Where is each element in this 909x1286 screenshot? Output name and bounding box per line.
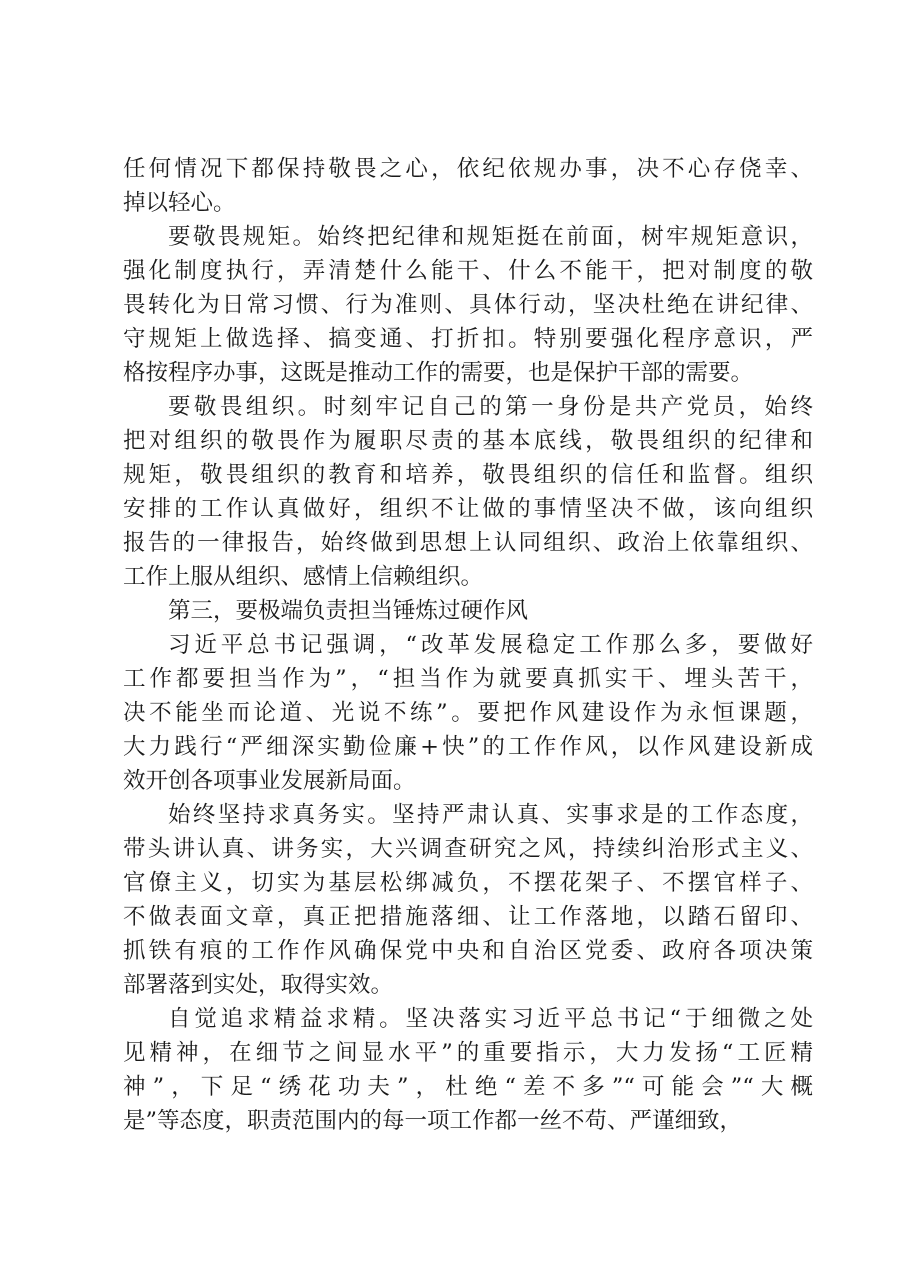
text-line: 要敬畏组织。时刻牢记自己的第一身份是共产党员，始终: [168, 394, 813, 420]
text-line: 工作都要担当作为”，“担当作为就要真抓实干、埋头苦干，: [123, 666, 813, 692]
text-line: 部署落到实处，取得实效。: [123, 972, 394, 998]
text-line: 强化制度执行，弄清楚什么能干、什么不能干，把对制度的敬: [123, 258, 813, 284]
section-heading: [123, 594, 813, 628]
text-line: 第三，要极端负责担当锤炼过硬作风: [168, 598, 529, 624]
text-line: 神”，下足“绣花功夫”，杜绝“差不多”“可能会”“大概: [123, 1074, 813, 1100]
text-line: 不做表面文章，真正把措施落细、让工作落地，以踏石留印、: [123, 904, 813, 930]
text-line: 畏转化为日常习惯、行为准则、具体行动，坚决杜绝在讲纪律、: [123, 292, 813, 318]
text-line: 掉以轻心。: [123, 190, 236, 216]
text-line: 见精神，在细节之间显水平”的重要指示，大力发扬“工匠精: [123, 1040, 813, 1066]
text-line: 规矩，敬畏组织的教育和培养，敬畏组织的信任和监督。组织: [123, 462, 813, 488]
paragraph: [123, 152, 813, 220]
text-line: 自觉追求精益求精。坚决落实习近平总书记“于细微之处: [168, 1006, 813, 1032]
text-line: 是”等态度，职责范围内的每一项工作都一丝不苟、严谨细致，: [123, 1108, 743, 1134]
text-line: 报告的一律报告，始终做到思想上认同组织、政治上依靠组织、: [123, 530, 813, 556]
text-line: 格按程序办事，这既是推动工作的需要，也是保护干部的需要。: [123, 360, 754, 386]
paragraph: [123, 390, 813, 594]
text-line: 始终坚持求真务实。坚持严肃认真、实事求是的工作态度，: [168, 802, 813, 828]
text-line: 效开创各项事业发展新局面。: [123, 768, 416, 794]
text-line: 大力践行“严细深实勤俭廉+快”的工作作风，以作风建设新成: [123, 734, 813, 760]
text-line: 守规矩上做选择、搞变通、打折扣。特别要强化程序意识，严: [123, 326, 813, 352]
text-line: 工作上服从组织、感情上信赖组织。: [123, 564, 484, 590]
paragraph: [123, 1002, 813, 1138]
text-line: 任何情况下都保持敬畏之心，依纪依规办事，决不心存侥幸、: [123, 156, 813, 182]
paragraph: [123, 220, 813, 390]
paragraph: [123, 798, 813, 1002]
text-line: 官僚主义，切实为基层松绑减负，不摆花架子、不摆官样子、: [123, 870, 813, 896]
text-line: 安排的工作认真做好，组织不让做的事情坚决不做，该向组织: [123, 496, 813, 522]
text-line: 要敬畏规矩。始终把纪律和规矩挺在前面，树牢规矩意识，: [168, 224, 813, 250]
paragraph: [123, 628, 813, 798]
text-line: 决不能坐而论道、光说不练”。要把作风建设作为永恒课题，: [123, 700, 813, 726]
text-line: 抓铁有痕的工作作风确保党中央和自治区党委、政府各项决策: [123, 938, 813, 964]
text-line: 把对组织的敬畏作为履职尽责的基本底线，敬畏组织的纪律和: [123, 428, 813, 454]
document-body: [123, 152, 813, 1138]
text-line: 带头讲认真、讲务实，大兴调查研究之风，持续纠治形式主义、: [123, 836, 813, 862]
text-line: 习近平总书记强调，“改革发展稳定工作那么多，要做好: [168, 632, 813, 658]
